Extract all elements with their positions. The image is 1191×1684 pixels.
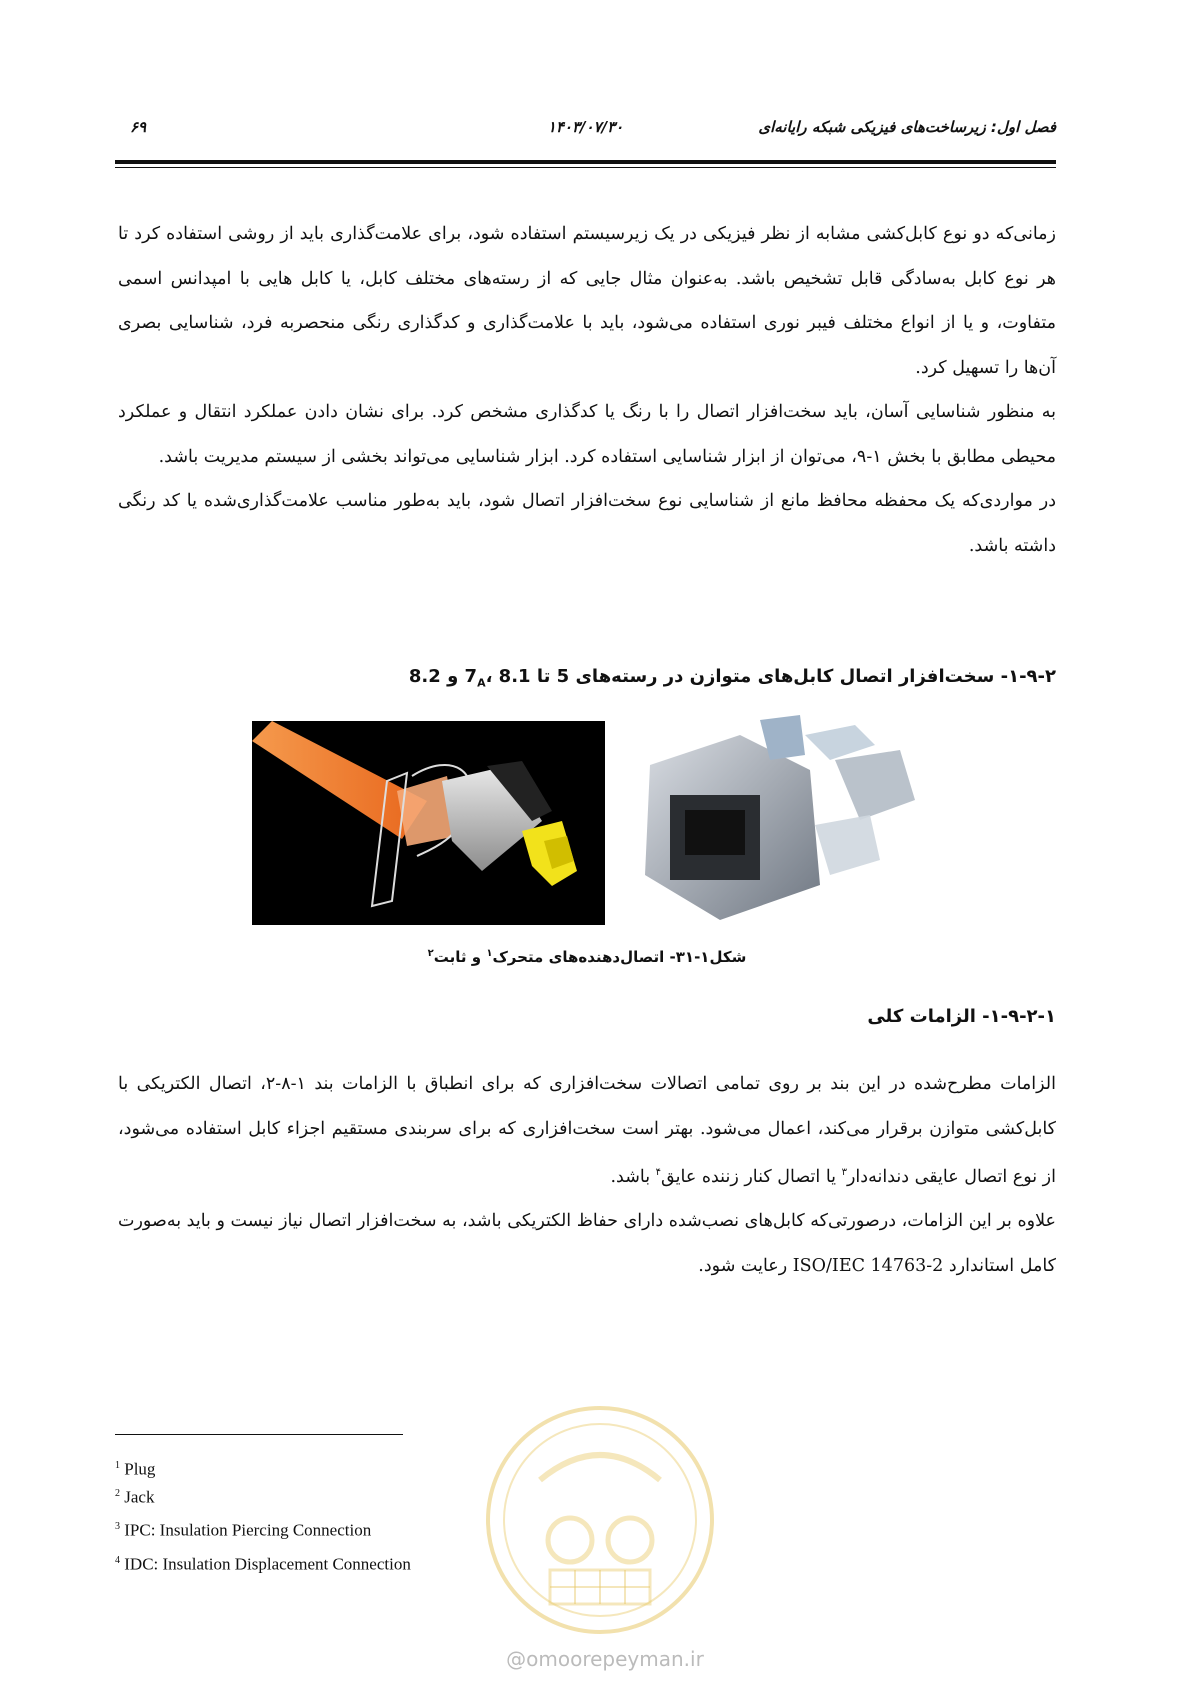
- caption-footnote-mark-1: ۱: [486, 948, 493, 959]
- paragraph: علاوه بر این الزامات، درصورتی‌که کابل‌های نصب‌شده دارای حفاظ الکتریکی باشد، به سخت‌افزار اتصال نیاز نیست و باید به‌صورت کامل استاندارد ISO/IEC 14763-2 رعایت شود.: [118, 1211, 1056, 1276]
- caption-mid: و ثابت: [433, 948, 487, 966]
- footnote-text: IDC: Insulation Displacement Connection: [124, 1554, 411, 1574]
- jack-photo: [630, 715, 920, 929]
- paragraph: در مواردی‌که یک محفظه محافظ مانع از شناسایی نوع سخت‌افزار اتصال شود، باید به‌طور مناسب علامت‌گذاری‌شده یا کد رنگی داشته باشد.: [118, 491, 1056, 556]
- footnote-number: 2: [115, 1487, 120, 1499]
- section-heading-subscript: A: [477, 676, 486, 690]
- section-heading-text: ۱-۹-۲- سخت‌افزار اتصال کابل‌های متوازن در رسته‌های 5 تا 7: [464, 666, 1056, 687]
- watermark-url: @omoorepeyman.ir: [506, 1647, 704, 1671]
- footnote-number: 3: [115, 1521, 120, 1533]
- footnote-text: Jack: [124, 1487, 155, 1507]
- paragraph: به منظور شناسایی آسان، باید سخت‌افزار اتصال را با رنگ یا کدگذاری مشخص کرد. برای نشان دادن عملکرد انتقال و عملکرد محیطی مطابق با بخش ۱-۹، می‌توان از ابزار شناسایی استفاده کرد. ابزار شناسایی می‌تواند بخشی از سیستم مدیریت باشد.: [118, 402, 1056, 467]
- caption-footnote-mark-2: ۲: [427, 948, 434, 959]
- figure-caption: [118, 948, 1056, 966]
- section-heading-tail: ، 8.1 و 8.2: [408, 666, 531, 687]
- footnote-number: 4: [115, 1554, 120, 1566]
- footnotes: [115, 1455, 535, 1578]
- footnote-number: 1: [115, 1460, 120, 1471]
- footnote-mark-4: ۴: [655, 1167, 662, 1178]
- paragraph-text: یا اتصال کنار زننده عایق: [661, 1166, 842, 1187]
- footnote-rule: [115, 1434, 403, 1435]
- footnote: [115, 1483, 535, 1509]
- caption-main: شکل۱-۳۱- اتصال‌دهنده‌های متحرک: [492, 948, 747, 966]
- footnote-text: IPC: Insulation Piercing Connection: [124, 1520, 372, 1540]
- header-date: ۱۴۰۳/۰۷/۳۰: [547, 118, 624, 136]
- footnote: [115, 1550, 535, 1576]
- page-header: [115, 118, 1056, 158]
- header-rule-thin: [115, 167, 1056, 168]
- footnote: [115, 1455, 535, 1481]
- section-heading: [118, 666, 1056, 690]
- body-block-1: [118, 212, 1056, 568]
- footnote-text: Plug: [124, 1459, 156, 1479]
- paragraph: زمانی‌که دو نوع کابل‌کشی مشابه از نظر فیزیکی در یک زیرسیستم استفاده شود، برای علامت‌گذاری باید از روشی استفاده کرد تا هر نوع کابل به‌سادگی قابل تشخیص باشد. به‌عنوان مثال جایی که از رسته‌های مختلف کابل، یا کابل هایی با امپدانس اسمی متفاوت، و یا از انواع مختلف فیبر نوری استفاده می‌شود، باید با علامت‌گذاری و کدگذاری رنگی منحصربه فرد، شناسایی بصری آن‌ها را تسهیل کرد.: [118, 224, 1056, 378]
- paragraph-text: الزامات مطرح‌شده در این بند بر روی تمامی اتصالات سخت‌افزاری که برای انطباق با الزامات بند ۱-۸-۲، اتصال الکتریکی با کابل‌کشی متوازن برقرار می‌کند، اعمال می‌شود. بهتر است سخت‌افزاری که برای سربندی مستقیم اجزاء کابل استفاده می‌شود، از نوع اتصال عایقی دندانه‌دار: [118, 1074, 1056, 1187]
- watermark-stamp-icon: [480, 1400, 720, 1640]
- paragraph-text: باشد.: [610, 1166, 656, 1187]
- footnote-mark-3: ۳: [841, 1167, 847, 1178]
- body-block-2: [118, 1062, 1056, 1288]
- page-number: ۶۹: [130, 118, 147, 136]
- plug-photo: [252, 721, 605, 925]
- footnote: [115, 1516, 535, 1542]
- paragraph: [118, 1062, 1056, 1199]
- chapter-title: فصل اول: زیرساخت‌های فیزیکی شبکه رایانه‌ای: [758, 118, 1056, 136]
- subsection-heading: ۱-۹-۲-۱- الزامات کلی: [867, 1006, 1056, 1027]
- header-rule-thick: [115, 160, 1056, 164]
